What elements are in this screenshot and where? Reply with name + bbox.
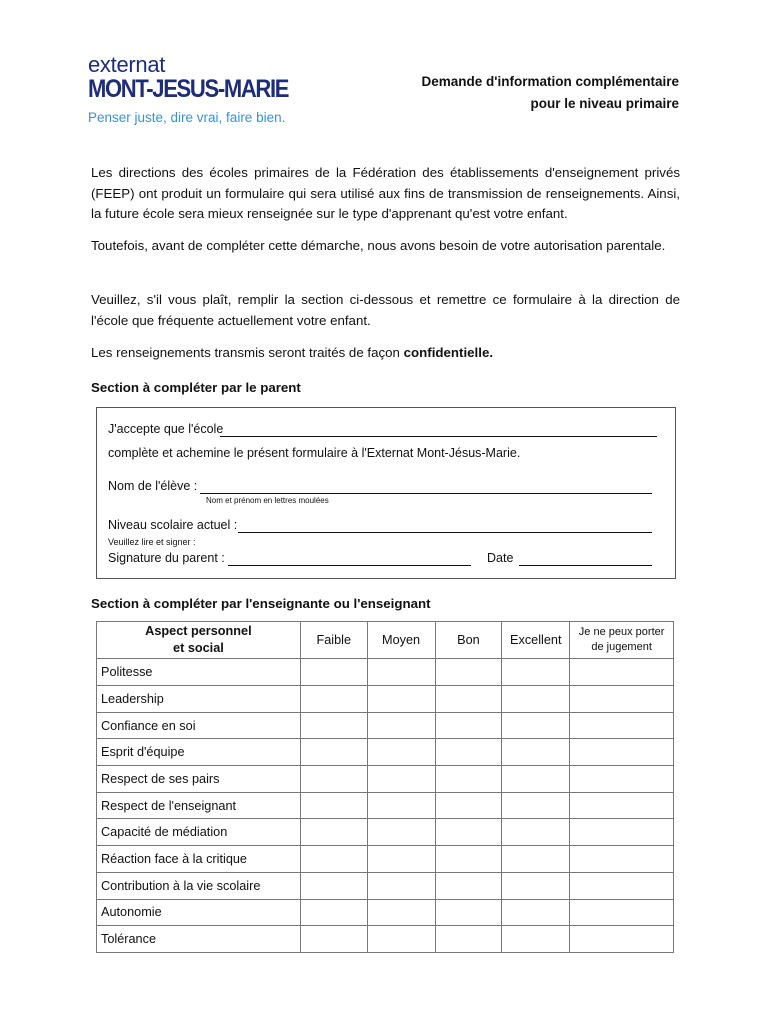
- header-no-judgement: [570, 622, 674, 659]
- rating-cell[interactable]: [435, 659, 502, 686]
- rating-cell[interactable]: [502, 846, 570, 873]
- table-header-row: [97, 622, 674, 659]
- header-no-judgement-line-1: Je ne peux porter: [578, 626, 665, 638]
- confidentiality-paragraph: [91, 343, 680, 364]
- rating-cell[interactable]: [435, 766, 502, 793]
- rating-cell[interactable]: [300, 819, 367, 846]
- rating-cell[interactable]: [570, 899, 674, 926]
- row-label: Respect de ses pairs: [97, 766, 301, 793]
- header-no-judgement-line-2: de jugement: [591, 641, 652, 653]
- row-label: Esprit d'équipe: [97, 739, 301, 766]
- rating-cell[interactable]: [570, 872, 674, 899]
- confidentiality-text: Les renseignements transmis seront traités de façon: [91, 345, 404, 360]
- rating-cell[interactable]: [435, 872, 502, 899]
- rating-cell[interactable]: [435, 899, 502, 926]
- row-label: Politesse: [97, 659, 301, 686]
- rating-cell[interactable]: [300, 739, 367, 766]
- row-label: Réaction face à la critique: [97, 846, 301, 873]
- school-name-field[interactable]: [220, 423, 657, 437]
- instruction-paragraph: Veuillez, s'il vous plaît, remplir la section ci-dessous et remettre ce formulaire à la direction de l'école que fréquente actuellement votre enfant.: [91, 292, 680, 328]
- rating-cell[interactable]: [367, 766, 435, 793]
- student-name-hint: Nom et prénom en lettres moulées: [206, 496, 329, 505]
- evaluation-table: [96, 621, 674, 953]
- logo-line-2: MONT-JESUS-MARIE: [88, 75, 289, 103]
- table-row: [97, 686, 674, 713]
- rating-cell[interactable]: [367, 659, 435, 686]
- header-faible: Faible: [300, 622, 367, 659]
- row-label: Tolérance: [97, 926, 301, 953]
- row-label: Contribution à la vie scolaire: [97, 872, 301, 899]
- rating-cell[interactable]: [435, 819, 502, 846]
- rating-cell[interactable]: [502, 819, 570, 846]
- row-label: Leadership: [97, 686, 301, 713]
- table-row: [97, 766, 674, 793]
- rating-cell[interactable]: [570, 712, 674, 739]
- student-name-label: Nom de l'élève :: [108, 479, 198, 493]
- rating-cell[interactable]: [435, 712, 502, 739]
- intro-paragraph: Les directions des écoles primaires de la Fédération des établissements d'enseignement privés (FEEP) ont produit un formulaire qui sera utilisé aux fins de transmission de renseignements. Ainsi, la future école sera mieux renseignée sur le type d'apprenant qu'est votre enfant.: [91, 165, 680, 221]
- rating-cell[interactable]: [435, 926, 502, 953]
- table-row: [97, 899, 674, 926]
- rating-cell[interactable]: [300, 686, 367, 713]
- rating-cell[interactable]: [502, 686, 570, 713]
- rating-cell[interactable]: [367, 926, 435, 953]
- table-row: [97, 659, 674, 686]
- parent-section-title: Section à compléter par le parent: [91, 380, 301, 395]
- rating-cell[interactable]: [570, 926, 674, 953]
- rating-cell[interactable]: [502, 792, 570, 819]
- rating-cell[interactable]: [300, 926, 367, 953]
- rating-cell[interactable]: [502, 926, 570, 953]
- rating-cell[interactable]: [367, 792, 435, 819]
- rating-cell[interactable]: [570, 659, 674, 686]
- student-name-field[interactable]: [200, 480, 652, 494]
- confidentiality-bold: confidentielle.: [403, 345, 494, 360]
- header-aspect-line-2: et social: [173, 641, 224, 655]
- rating-cell[interactable]: [367, 872, 435, 899]
- rating-cell[interactable]: [367, 846, 435, 873]
- read-sign-hint: Veuillez lire et signer :: [108, 537, 196, 547]
- rating-cell[interactable]: [435, 846, 502, 873]
- authorization-paragraph: Toutefois, avant de compléter cette démarche, nous avons besoin de votre autorisation parentale.: [91, 238, 666, 253]
- title-line-1: Demande d'information complémentaire: [421, 74, 679, 89]
- rating-cell[interactable]: [570, 846, 674, 873]
- row-label: Autonomie: [97, 899, 301, 926]
- date-field[interactable]: [519, 552, 652, 566]
- table-row: [97, 792, 674, 819]
- header-excellent: Excellent: [502, 622, 570, 659]
- row-label: Capacité de médiation: [97, 819, 301, 846]
- rating-cell[interactable]: [435, 686, 502, 713]
- grade-level-field[interactable]: [238, 519, 652, 533]
- rating-cell[interactable]: [367, 899, 435, 926]
- teacher-section-title: Section à compléter par l'enseignante ou l'enseignant: [91, 596, 431, 611]
- logo-tagline: Penser juste, dire vrai, faire bien.: [88, 110, 286, 125]
- title-line-2: pour le niveau primaire: [530, 96, 679, 111]
- rating-cell[interactable]: [502, 899, 570, 926]
- rating-cell[interactable]: [502, 659, 570, 686]
- header-bon: Bon: [435, 622, 502, 659]
- rating-cell[interactable]: [367, 739, 435, 766]
- rating-cell[interactable]: [300, 792, 367, 819]
- rating-cell[interactable]: [300, 899, 367, 926]
- rating-cell[interactable]: [502, 712, 570, 739]
- complete-text: complète et achemine le présent formulaire à l'Externat Mont-Jésus-Marie.: [108, 446, 521, 460]
- signature-label: Signature du parent :: [108, 551, 225, 565]
- rating-cell[interactable]: [300, 846, 367, 873]
- rating-cell[interactable]: [367, 819, 435, 846]
- rating-cell[interactable]: [367, 686, 435, 713]
- accept-label: J'accepte que l'école: [108, 422, 224, 436]
- table-row: [97, 926, 674, 953]
- parent-section-box: [96, 407, 676, 579]
- header-aspect: [97, 622, 301, 659]
- rating-cell[interactable]: [300, 659, 367, 686]
- date-label: Date: [487, 551, 514, 565]
- table-row: [97, 712, 674, 739]
- rating-cell[interactable]: [435, 792, 502, 819]
- rating-cell[interactable]: [300, 712, 367, 739]
- logo-line-1: externat: [88, 52, 166, 77]
- rating-cell[interactable]: [570, 686, 674, 713]
- table-row: [97, 819, 674, 846]
- row-label: Confiance en soi: [97, 712, 301, 739]
- rating-cell[interactable]: [502, 872, 570, 899]
- table-row: [97, 846, 674, 873]
- row-label: Respect de l'enseignant: [97, 792, 301, 819]
- rating-cell[interactable]: [502, 739, 570, 766]
- rating-cell[interactable]: [300, 872, 367, 899]
- header-moyen: Moyen: [367, 622, 435, 659]
- header-aspect-line-1: Aspect personnel: [145, 624, 252, 638]
- table-row: [97, 739, 674, 766]
- school-logo: [88, 54, 288, 125]
- rating-cell[interactable]: [570, 739, 674, 766]
- document-title: [421, 71, 679, 115]
- rating-cell[interactable]: [570, 819, 674, 846]
- rating-cell[interactable]: [435, 739, 502, 766]
- grade-level-label: Niveau scolaire actuel :: [108, 518, 238, 532]
- rating-cell[interactable]: [570, 766, 674, 793]
- signature-field[interactable]: [228, 552, 471, 566]
- rating-cell[interactable]: [367, 712, 435, 739]
- table-row: [97, 872, 674, 899]
- rating-cell[interactable]: [570, 792, 674, 819]
- rating-cell[interactable]: [502, 766, 570, 793]
- rating-cell[interactable]: [300, 766, 367, 793]
